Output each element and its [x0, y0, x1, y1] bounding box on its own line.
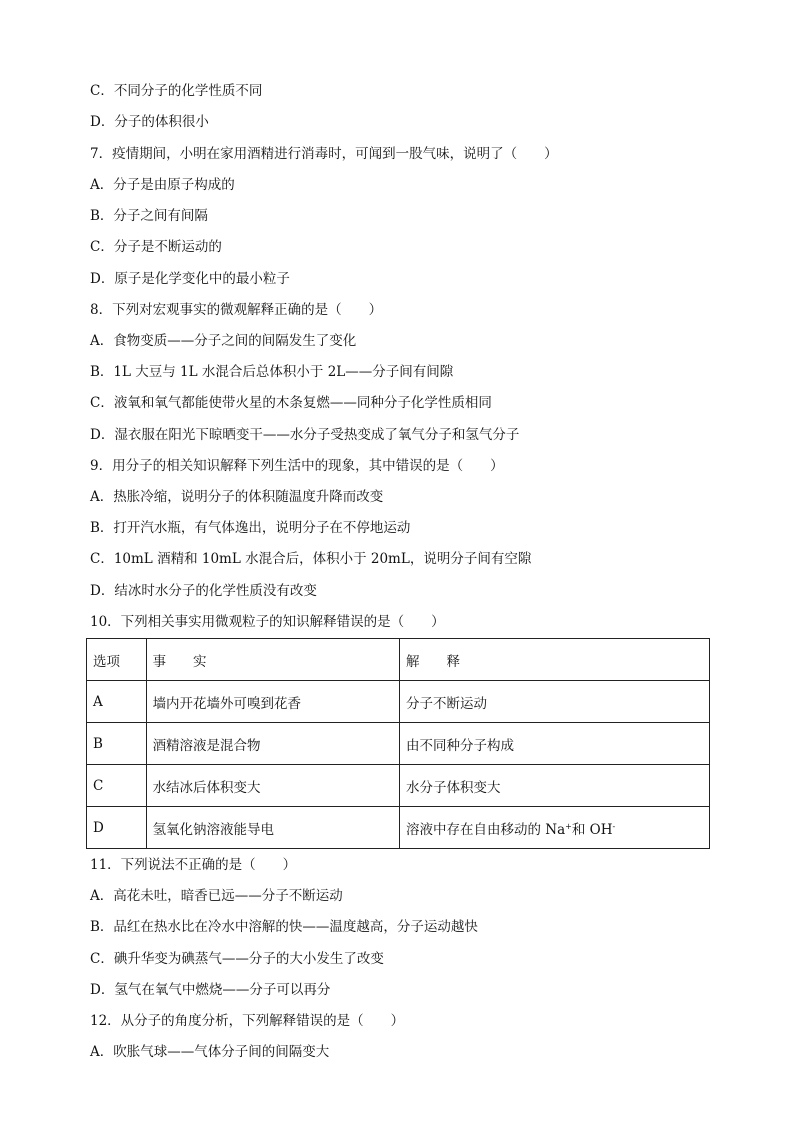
- superscript-minus: -: [612, 821, 616, 831]
- question-8: 8．下列对宏观事实的微观解释正确的是（ ）: [90, 302, 383, 318]
- question-11: 11．下列说法不正确的是（ ）: [90, 857, 297, 873]
- cell-option: B: [87, 723, 147, 765]
- option-line: C．不同分子的化学性质不同: [90, 83, 263, 99]
- option-line: D．分子的体积很小: [90, 114, 209, 130]
- option-line: D．湿衣服在阳光下晾晒变干——水分子受热变成了氧气分子和氢气分子: [90, 427, 520, 443]
- cell-explanation: 分子不断运动: [400, 681, 710, 723]
- option-line: A．分子是由原子构成的: [90, 177, 235, 193]
- question-9: 9．用分子的相关知识解释下列生活中的现象，其中错误的是（ ）: [90, 458, 504, 474]
- option-line: D．结冰时水分子的化学性质没有改变: [90, 583, 317, 599]
- cell-option: C: [87, 765, 147, 807]
- option-line: A．食物变质——分子之间的间隔发生了变化: [90, 333, 357, 349]
- option-line: C．分子是不断运动的: [90, 239, 222, 255]
- question-12: 12．从分子的角度分析，下列解释错误的是（ ）: [90, 1013, 405, 1029]
- cell-fact: 水结冰后体积变大: [146, 765, 399, 807]
- table-header-row: [87, 639, 710, 681]
- option-line: B．品红在热水比在冷水中溶解的快——温度越高，分子运动越快: [90, 919, 478, 935]
- option-line: A．高花未吐，暗香已远——分子不断运动: [90, 888, 343, 904]
- option-line: C．液氧和氧气都能使带火星的木条复燃——同种分子化学性质相同: [90, 395, 492, 411]
- header-option: 选项: [87, 639, 147, 681]
- superscript-plus: +: [565, 821, 572, 831]
- table-row: [87, 765, 710, 807]
- cell-option: D: [87, 807, 147, 849]
- table-row: [87, 681, 710, 723]
- cell-explanation: 水分子体积变大: [400, 765, 710, 807]
- explanation-text: 和 OH: [571, 821, 613, 838]
- cell-fact: 墙内开花墙外可嗅到花香: [146, 681, 399, 723]
- option-line: A．吹胀气球——气体分子间的间隔变大: [90, 1044, 330, 1060]
- question-10: 10．下列相关事实用微观粒子的知识解释错误的是（ ）: [90, 614, 445, 630]
- option-line: B．1L 大豆与 1L 水混合后总体积小于 2L——分子间有间隙: [90, 364, 454, 380]
- option-line: A．热胀冷缩，说明分子的体积随温度升降而改变: [90, 489, 384, 505]
- cell-explanation: 由不同种分子构成: [400, 723, 710, 765]
- facts-table: [86, 638, 710, 849]
- option-line: B．打开汽水瓶，有气体逸出，说明分子在不停地运动: [90, 520, 411, 536]
- cell-option: A: [87, 681, 147, 723]
- table-row: [87, 723, 710, 765]
- cell-explanation: [400, 807, 710, 849]
- explanation-text: 溶液中存在自由移动的 Na: [406, 821, 566, 838]
- cell-fact: 酒精溶液是混合物: [146, 723, 399, 765]
- header-fact: 事 实: [146, 639, 399, 681]
- cell-fact: 氢氧化钠溶液能导电: [146, 807, 399, 849]
- option-line: D．原子是化学变化中的最小粒子: [90, 271, 290, 287]
- option-line: C．10mL 酒精和 10mL 水混合后，体积小于 20mL，说明分子间有空隙: [90, 551, 532, 567]
- option-line: D．氢气在氧气中燃烧——分子可以再分: [90, 982, 331, 998]
- option-line: C．碘升华变为碘蒸气——分子的大小发生了改变: [90, 951, 384, 967]
- header-explanation: 解 释: [400, 639, 710, 681]
- question-7: 7．疫情期间，小明在家用酒精进行消毒时，可闻到一股气味，说明了（ ）: [90, 146, 558, 162]
- option-line: B．分子之间有间隔: [90, 208, 208, 224]
- table-row: [87, 807, 710, 849]
